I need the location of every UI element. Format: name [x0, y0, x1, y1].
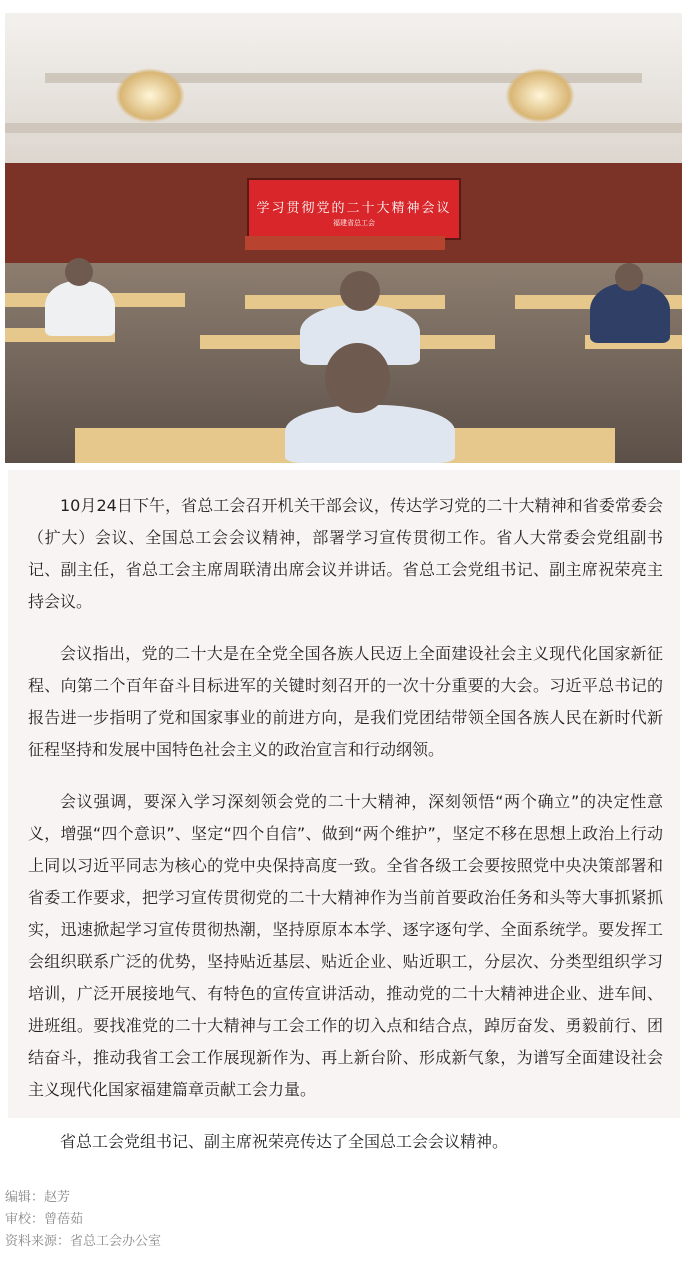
chandelier — [115, 68, 185, 123]
paragraph: 省总工会党组书记、副主席祝荣亮传达了全国总工会会议精神。 — [60, 1132, 509, 1151]
proofreader-credit: 审校：曾蓓茹 — [5, 1212, 84, 1227]
attendee — [45, 281, 115, 336]
credits — [5, 1187, 161, 1253]
attendee-head — [340, 271, 380, 311]
meeting-photo — [5, 13, 682, 463]
attendee-head — [65, 258, 93, 286]
attendee — [285, 405, 455, 463]
ceiling — [5, 13, 682, 163]
screen-subtitle: 福建省总工会 — [333, 219, 375, 227]
podium-table — [245, 236, 445, 250]
red-screen — [247, 178, 461, 240]
attendee-head — [615, 263, 643, 291]
chandelier — [505, 68, 575, 123]
editor-credit: 编辑：赵芳 — [5, 1190, 71, 1205]
source-credit: 资料来源：省总工会办公室 — [5, 1234, 162, 1249]
article-body — [8, 470, 680, 1151]
ceiling-beam — [5, 123, 682, 133]
attendee — [590, 283, 670, 343]
paragraph: 会议指出，党的二十大是在全党全国各族人民迈上全面建设社会主义现代化国家新征程、向第二个百年奋斗目标进军的关键时刻召开的一次十分重要的大会。习近平总书记的报告进一步指明了党和国家事业的前进方向，是我们党团结带领全国各族人民在新时代新征程坚持和发展中国特色社会主义的政治宣言和行动纲领。 — [28, 644, 663, 759]
screen-title: 学习贯彻党的二十大精神会议 — [256, 201, 452, 216]
attendee-head — [325, 343, 390, 413]
paragraph: 会议强调，要深入学习深刻领会党的二十大精神，深刻领悟“两个确立”的决定性意义，增强“四个意识”、坚定“四个自信”、做到“两个维护”，坚定不移在思想上政治上行动上同以习近平同志为核心的党中央保持高度一致。全省各级工会要按照党中央决策部署和省委工作要求，把学习宣传贯彻党的二十大精神作为当前首要政治任务和头等大事抓紧抓实，迅速掀起学习宣传贯彻热潮，坚持原原本本学、逐字逐句学、全面系统学。要发挥工会组织联系广泛的优势，坚持贴近基层、贴近企业、贴近职工，分层次、分类型组织学习培训，广泛开展接地气、有特色的宣传宣讲活动，推动党的二十大精神进企业、进车间、进班组。要找准党的二十大精神与工会工作的切入点和结合点，踔厉奋发、勇毅前行、团结奋斗，推动我省工会工作展现新作为、再上新台阶、形成新气象，为谱写全面建设社会主义现代化国家福建篇章贡献工会力量。 — [28, 792, 663, 1099]
paragraph: 10月24日下午，省总工会召开机关干部会议，传达学习党的二十大精神和省委常委会（扩大）会议、全国总工会会议精神，部署学习宣传贯彻工作。省人大常委会党组副书记、副主任，省总工会主席周联清出席会议并讲话。省总工会党组书记、副主席祝荣亮主持会议。 — [28, 496, 663, 611]
